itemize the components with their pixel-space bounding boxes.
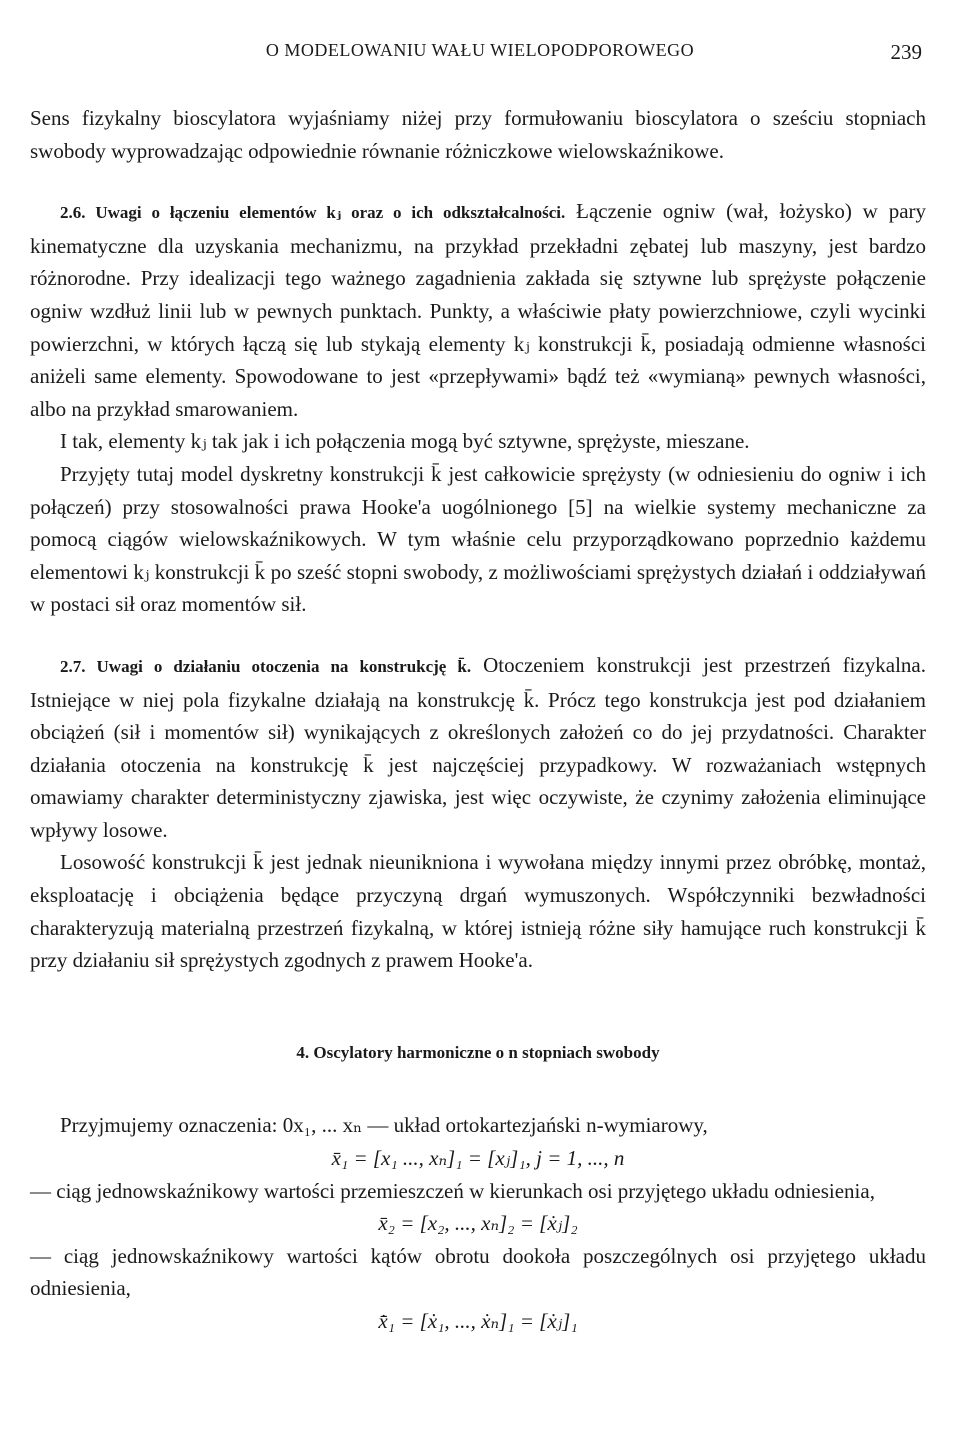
page-number: 239 — [890, 40, 922, 64]
section-4-intro: Przyjmujemy oznaczenia: 0x₁, ... xₙ — układ ortokartezjański n-wymiarowy, — [60, 1113, 708, 1138]
equation-2: x̄₂ = [x₂, ..., xₙ]₂ = [ẋⱼ]₂ — [378, 1211, 578, 1236]
section-4-heading: 4. Oscylatory harmoniczne o n stopniach swobody — [296, 1042, 660, 1062]
running-title: O MODELOWANIU WAŁU WIELOPODPOROWEGO — [265, 40, 695, 60]
equation-3: x̄̇₁ = [ẋ₁, ..., ẋₙ]₁ = [ẋⱼ]₁ — [378, 1309, 578, 1333]
section-2-7-text-1: Otoczeniem konstrukcji jest przestrzeń fizykalna. Istniejące w niej pola fizykalne działają na konstrukcję k̄. Prócz tego konstrukcja jest pod działaniem obciążeń (sił i momentów sił) wynikających z określonych założeń co do jej przydatności. Charakter działania otoczenia na konstrukcję k̄ jest najczęściej przypadkowy. W rozważaniach wstępnych omawiamy charakter deterministyczny zjawiska, jest więc oczywiste, że czynimy założenia eliminujące wpływy losowe. — [30, 652, 926, 842]
section-2-7-heading: 2.7. Uwagi o działaniu otoczenia na konstrukcję k̄. — [60, 656, 472, 676]
intro-paragraph: Sens fizykalny bioscylatora wyjaśniamy niżej przy formułowaniu bioscylatora o sześciu stopniach swobody wyprowadzając odpowiednie równanie różniczkowe wielowskaźnikowe. — [30, 106, 926, 163]
page-body — [30, 102, 926, 1338]
equation-1-description: — ciąg jednowskaźnikowy wartości przemieszczeń w kierunkach osi przyjętego układu odniesienia, — [30, 1178, 875, 1203]
equation-2-description: — ciąg jednowskaźnikowy wartości kątów obrotu dookoła poszczególnych osi przyjętego układu odniesienia, — [30, 1243, 926, 1301]
section-2-6-paragraph-3: Przyjęty tutaj model dyskretny konstrukcji k̄ jest całkowicie sprężysty (w odniesieniu do ogniw i ich połączeń) przy stosowalności prawa Hooke'a uogólnionego [5] na wielkie systemy mechaniczne za pomocą ciągów wielowskaźnikowych. W tym właśnie celu przyporządkowano poprzednio każdemu elementowi kⱼ konstrukcji k̄ po sześć stopni swobody, z możliwościami sprężystych działań i oddziaływań w postaci sił oraz momentów sił. — [30, 461, 926, 617]
section-2-6-heading: 2.6. Uwagi o łączeniu elementów kⱼ oraz o ich odkształcalności. — [60, 203, 566, 223]
section-2-7-paragraph-2: Losowość konstrukcji k̄ jest jednak nieunikniona i wywołana między innymi przez obróbkę, montaż, eksploatację i obciążenia będące przyczyną drgań wymuszonych. Współczynniki bezwładności charakteryzują materialną przestrzeń fizykalną, w której istnieją różne siły hamujące ruch konstrukcji k̄ przy działaniu sił sprężystych zgodnych z prawem Hooke'a. — [30, 850, 926, 973]
section-2-7-paragraph-1 — [30, 649, 926, 847]
equation-1: x̄₁ = [x₁ ..., xₙ]₁ = [xⱼ]₁, j = 1, ..., n — [331, 1146, 625, 1171]
section-2-6-paragraph-2: I tak, elementy kⱼ tak jak i ich połączenia mogą być sztywne, sprężyste, mieszane. — [60, 429, 750, 454]
page-header — [30, 40, 930, 74]
section-2-6-text-1: Łączenie ogniw (wał, łożysko) w pary kinematyczne dla uzyskania mechanizmu, na przykład przekładni zębatej lub maszyny, jest bardzo różnorodne. Przy idealizacji tego ważnego zagadnienia zakłada się sztywne lub sprężyste połączenie ogniw wzdłuż linii lub w pewnych punktach. Punkty, a właściwie płaty powierzchniowe, czyli wycinki powierzchni, w których łączą się lub stykają elementy kⱼ konstrukcji k̄, posiadają odmienne własności aniżeli same elementy. Spowodowane to jest «przepływami» bądź też «wymianą» pewnych własności, albo na przykład smarowaniem. — [30, 199, 927, 421]
section-2-6-paragraph-1 — [30, 195, 926, 425]
